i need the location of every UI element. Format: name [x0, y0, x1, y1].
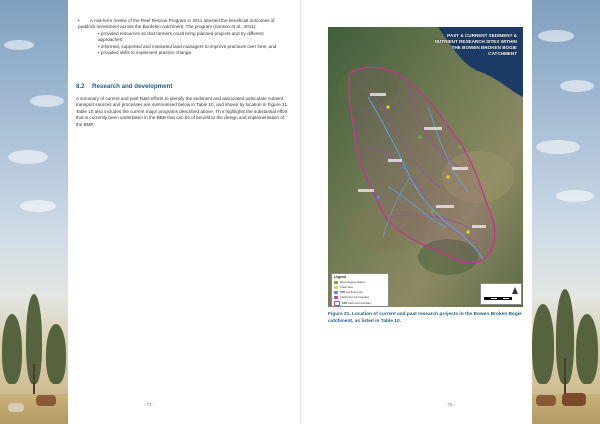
figure-caption: Figure 31. Location of current and past research projects in the Bowen Broken Bogie catchment, as listed in Table 10. [328, 312, 522, 324]
scale-bar-icon [484, 297, 512, 300]
left-page [68, 0, 300, 424]
right-decorative-photo [532, 0, 600, 424]
section-number: 8.2 [76, 83, 85, 90]
catchment-map [328, 27, 523, 307]
bullet-icon: • [78, 18, 80, 23]
legend-swatch-icon [334, 301, 340, 306]
intro-bullet-text: A mid-term review of the Reef Rescue Program in 2011 attested the beneficial outcomes of paddock investment across the Burdekin catchment. The program (Simson et al., 2011): [78, 18, 275, 30]
map-legend [331, 273, 389, 307]
right-page [300, 0, 532, 424]
sub-bullet: • provided skills to implement practice change. [98, 50, 193, 56]
legend-swatch-icon [334, 281, 338, 284]
legend-swatch-icon [334, 296, 338, 299]
section-paragraph: A summary of current and past R&D efforts to identify the sediment and associated particulate nutrient transport sources and processes are summarised below in Table 10, and shown by location in Figure 31. Table 10 also includes the current major programs described above. Th s highlights the substantial effort that is currently been undertaken in the BBB that can be of benefit to the design and implementation of the BMP. [76, 96, 289, 127]
legend-item: BBB catchment boundary [334, 301, 371, 306]
intro-bullet-block [78, 18, 290, 56]
section-heading [76, 83, 172, 90]
section-title: Research and development [92, 83, 173, 90]
sub-bullet: • informed, supported and motivated land managers to improve practices over time; and [98, 43, 277, 49]
north-arrow-icon [512, 287, 518, 294]
page-number: - 74 - [144, 402, 155, 407]
page-number: - 75 - [445, 402, 456, 407]
scale-and-north-box [480, 283, 522, 305]
legend-item: Catchment sub-boundary [334, 296, 369, 299]
legend-item: BBB monitoring site [334, 291, 363, 294]
legend-swatch-icon [334, 286, 338, 289]
sub-bullet: • provided resources so that farmers could bring planned projects and try different approaches; [98, 30, 264, 43]
legend-item: Creek sites [334, 286, 353, 289]
map-title: PAST & CURRENT SEDIMENT & NUTRIENT RESEARCH SITES WITHIN THE BOWEN BROKEN BOGIE CATCHMENT [434, 33, 517, 56]
satellite-map-graphic [328, 27, 523, 307]
left-decorative-photo [0, 0, 68, 424]
legend-title: Legend [334, 275, 347, 279]
legend-swatch-icon [334, 291, 338, 294]
legend-item: Meta gauging stations [334, 281, 365, 284]
